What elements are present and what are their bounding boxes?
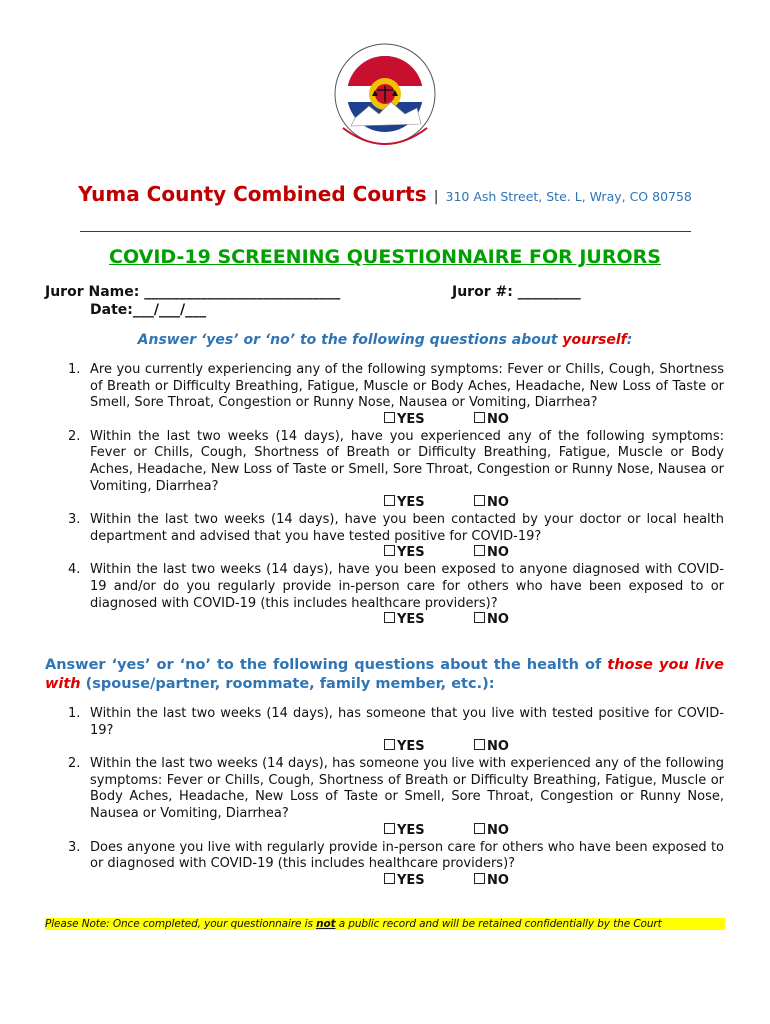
question-number: 3. [68, 512, 81, 528]
question-item [68, 706, 724, 756]
question-item [68, 512, 724, 562]
checkbox-icon [384, 545, 395, 556]
page-title: COVID-19 SCREENING QUESTIONNAIRE FOR JURORS [109, 246, 661, 268]
yes-checkbox[interactable] [384, 545, 425, 562]
section1-instruction-suffix: : [626, 332, 633, 348]
no-label: NO [487, 411, 509, 427]
question-number: 2. [68, 428, 81, 444]
answer-row [90, 873, 724, 890]
yes-label: YES [397, 872, 425, 888]
question-number: 1. [68, 362, 81, 377]
checkbox-icon [474, 612, 485, 623]
checkbox-icon [384, 412, 395, 423]
answer-row [90, 495, 724, 512]
note-prefix: Please Note: Once completed, your questionnaire is [45, 918, 317, 930]
yes-label: YES [397, 545, 425, 561]
section1-instruction-prefix: Answer ‘yes’ or ‘no’ to the following questions about [137, 332, 563, 348]
no-checkbox[interactable] [474, 495, 509, 512]
question-number: 2. [68, 756, 81, 772]
checkbox-icon [384, 612, 395, 623]
yes-checkbox[interactable] [384, 612, 425, 629]
yes-checkbox[interactable] [384, 873, 425, 890]
no-checkbox[interactable] [474, 739, 509, 756]
court-address: 310 Ash Street, Ste. L, Wray, CO 80758 [445, 189, 692, 204]
yes-label: YES [397, 612, 425, 628]
section2-instruction [45, 656, 724, 694]
question-text: Are you currently experiencing any of the following symptoms: Fever or Chills, Cough, Shortness of Breath or Difficulty Breathing, Fatigue, Muscle or Body Aches, Headache, New Loss of Taste or Smell, Sore Throat, Congestion or Runny Nose, Nausea or Vomiting, Diarrhea? [90, 362, 724, 411]
checkbox-icon [474, 739, 485, 750]
question-text: Within the last two weeks (14 days), have you been exposed to anyone diagnosed with COVID-19 and/or do you regularly provide in-person care for others who have been exposed to or diagnosed with COVID-19 (this includes healthcare providers)? [90, 562, 724, 611]
section2-instruction-suffix: (spouse/partner, roommate, family member, etc.): [80, 676, 495, 692]
section2-instruction-emphasis: those you live with [45, 657, 724, 692]
no-checkbox[interactable] [474, 545, 509, 562]
yes-checkbox[interactable] [384, 739, 425, 756]
question-text: Within the last two weeks (14 days), have you experienced any of the following symptoms: Fever or Chills, Cough, Shortness of Breath or Difficulty Breathing, Fatigue, Muscle or Body Aches, Headache, New Loss of Taste or Smell, Sore Throat, Congestion or Runny Nose, Nausea or Vomiting, Diarrhea? [90, 428, 724, 494]
question-number: 1. [68, 706, 81, 721]
section2-question-list [68, 706, 724, 890]
question-text: Does anyone you live with regularly provide in-person care for others who have been exposed to or diagnosed with COVID-19 (this includes healthcare providers)? [90, 839, 724, 872]
yes-checkbox[interactable] [384, 495, 425, 512]
no-checkbox[interactable] [474, 412, 509, 429]
question-item [68, 562, 724, 629]
yes-label: YES [397, 739, 425, 755]
section1-instruction-emphasis: yourself [562, 332, 627, 348]
checkbox-icon [474, 823, 485, 834]
checkbox-icon [384, 823, 395, 834]
juror-number-field[interactable]: Juror #: _________ [452, 284, 581, 300]
answer-row [90, 739, 724, 756]
yes-label: YES [397, 411, 425, 427]
checkbox-icon [474, 545, 485, 556]
question-text: Within the last two weeks (14 days), has someone that you live with tested positive for COVID-19? [90, 706, 724, 738]
checkbox-icon [474, 412, 485, 423]
section2-instruction-prefix: Answer ‘yes’ or ‘no’ to the following questions about the health of [45, 657, 608, 673]
court-header [0, 182, 770, 206]
question-number: 4. [68, 562, 81, 578]
court-name: Yuma County Combined Courts [78, 182, 427, 206]
checkbox-icon [384, 739, 395, 750]
no-label: NO [487, 739, 509, 755]
note-emphasis: not [316, 918, 336, 930]
answer-row [90, 545, 724, 562]
header-separator: | [433, 189, 439, 205]
yes-checkbox[interactable] [384, 412, 425, 429]
no-label: NO [487, 872, 509, 888]
yes-label: YES [397, 495, 425, 511]
answer-row [90, 823, 724, 840]
checkbox-icon [384, 495, 395, 506]
no-checkbox[interactable] [474, 823, 509, 840]
checkbox-icon [474, 873, 485, 884]
no-label: NO [487, 612, 509, 628]
question-item [68, 756, 724, 839]
yes-checkbox[interactable] [384, 823, 425, 840]
colorado-courts-seal-logo [333, 42, 437, 160]
no-label: NO [487, 545, 509, 561]
confidentiality-note [45, 918, 725, 930]
checkbox-icon [474, 495, 485, 506]
question-item [68, 362, 724, 429]
no-checkbox[interactable] [474, 612, 509, 629]
section1-question-list [68, 362, 724, 629]
yes-label: YES [397, 822, 425, 838]
answer-row [90, 412, 724, 429]
note-suffix: a public record and will be retained confidentially by the Court [335, 918, 662, 930]
question-item [68, 840, 724, 890]
checkbox-icon [384, 873, 395, 884]
juror-name-field[interactable]: Juror Name: ____________________________ [45, 284, 341, 300]
answer-row [90, 612, 724, 629]
no-label: NO [487, 495, 509, 511]
question-text: Within the last two weeks (14 days), have you been contacted by your doctor or local health department and advised that you have tested positive for COVID-19? [90, 512, 724, 544]
date-field[interactable]: Date:___/___/___ [90, 302, 207, 318]
no-checkbox[interactable] [474, 873, 509, 890]
section1-instruction [0, 332, 770, 348]
header-divider [80, 231, 691, 232]
question-text: Within the last two weeks (14 days), has someone you live with experienced any of the following symptoms: Fever or Chills, Cough, Shortness of Breath or Difficulty Breathing, Fatigue, Muscle or Body Aches, Headache, New Loss of Taste or Smell, Sore Throat, Congestion or Runny Nose, Nausea or Vomiting, Diarrhea? [90, 756, 724, 821]
no-label: NO [487, 822, 509, 838]
question-number: 3. [68, 839, 81, 855]
question-item [68, 429, 724, 512]
